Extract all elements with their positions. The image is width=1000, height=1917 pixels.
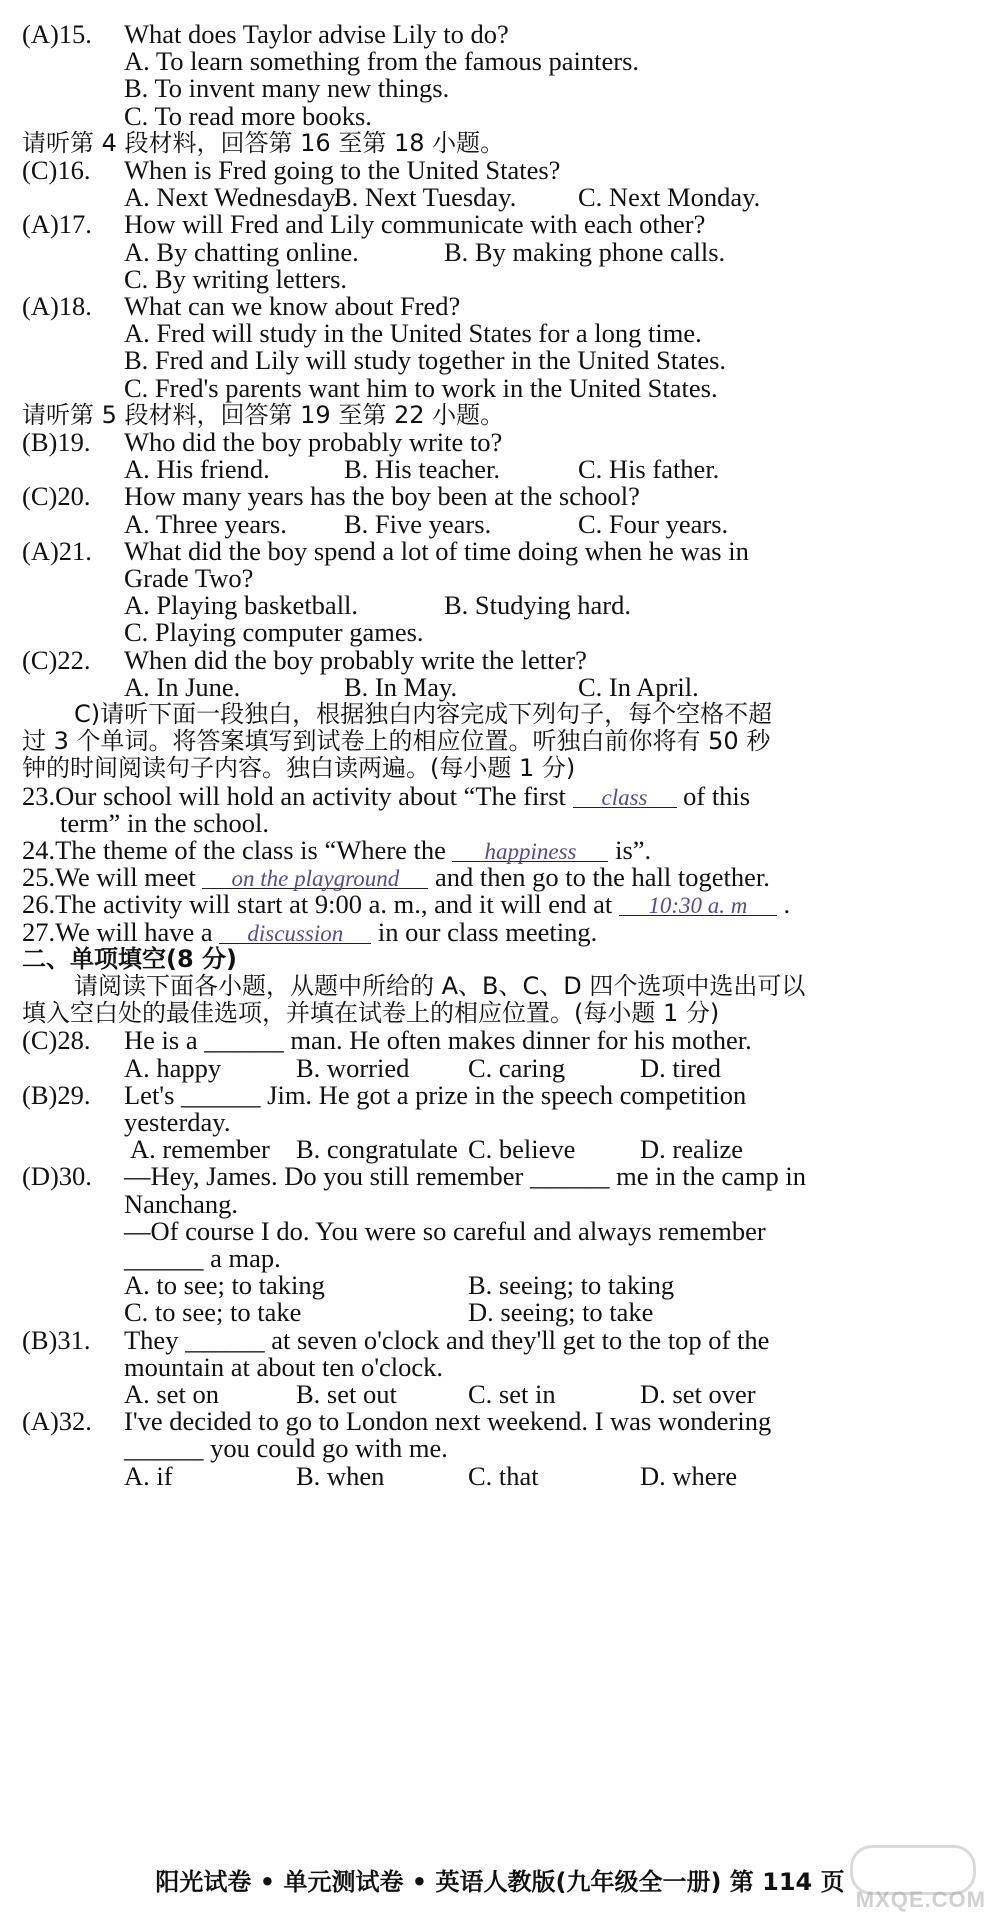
answer-letter: A <box>30 19 50 49</box>
question-number: 30 <box>58 1161 86 1192</box>
option: C. set in <box>468 1379 556 1409</box>
watermark <box>840 1843 990 1913</box>
handwritten-answer: class <box>601 784 648 810</box>
answer-letter: B <box>30 1079 49 1110</box>
option: B. To invent many new things. <box>124 73 450 104</box>
handwritten-answer: discussion <box>247 920 344 946</box>
question-number: 24. <box>22 835 56 865</box>
option: A. By chatting online. <box>124 236 359 267</box>
option: A. set on <box>124 1379 219 1409</box>
option: C. His father. <box>578 454 720 485</box>
section-instruction: 请听第 4 段材料，回答第 16 至第 18 小题。 <box>22 128 505 157</box>
answer-letter: B <box>30 427 49 457</box>
option: B. when <box>296 1460 385 1491</box>
option: A. To learn something from the famous painters. <box>124 46 640 77</box>
option: C. To read more books. <box>124 100 372 131</box>
option: C. to see; to take <box>124 1297 302 1328</box>
question-number: 23. <box>22 780 56 811</box>
option: A. remember <box>130 1134 270 1165</box>
answer-bracket: (B)29. <box>22 1079 91 1110</box>
sentence-text: term” in the school. <box>60 807 269 838</box>
answer-blank[interactable] <box>452 834 608 862</box>
question-stem: ______ you could go with me. <box>124 1433 448 1464</box>
option: A. Fred will study in the United States for a long time. <box>124 318 702 349</box>
option: B. Studying hard. <box>444 590 631 621</box>
sentence-text: Our school will hold an activity about “The first <box>55 780 566 811</box>
question-stem: What does Taylor advise Lily to do? <box>124 19 509 49</box>
option: B. His teacher. <box>344 454 501 485</box>
instruction-text: 钟的时间阅读句子内容。独白读两遍。(每小题 1 分) <box>22 754 576 783</box>
handwritten-answer: 10:30 a. m <box>648 893 748 919</box>
question-number: 20 <box>57 481 84 512</box>
answer-bracket: (A)17. <box>22 209 92 240</box>
question-number: 21 <box>58 535 86 566</box>
sentence-text: of this <box>683 780 751 811</box>
option: B. congratulate <box>296 1134 458 1165</box>
question-stem: I've decided to go to London next weekend. I was wondering <box>124 1406 772 1437</box>
option: A. if <box>124 1460 173 1491</box>
answer-letter: C <box>30 644 49 675</box>
option: C. Playing computer games. <box>124 617 424 648</box>
question-number: 26. <box>22 889 56 920</box>
option: B. In May. <box>344 671 458 702</box>
answer-blank[interactable] <box>202 861 428 892</box>
question-number: 32 <box>58 1406 86 1437</box>
sentence-text: in our class meeting. <box>377 916 598 947</box>
answer-bracket: (C)22. <box>22 644 91 675</box>
section-instruction: 请听第 5 段材料，回答第 19 至第 22 小题。 <box>22 400 505 429</box>
answer-letter: C <box>30 155 49 185</box>
question-number: 15 <box>58 19 86 49</box>
question-stem: What did the boy spend a lot of time doing when he was in <box>124 535 749 566</box>
instruction-text: 过 3 个单词。将答案填写到试卷上的相应位置。听独白前你将有 50 秒 <box>22 727 771 756</box>
question-stem: How will Fred and Lily communicate with each other? <box>124 209 706 240</box>
option: C. Four years. <box>578 508 729 539</box>
answer-letter: C <box>30 1025 49 1056</box>
sentence-text: The theme of the class is “Where the <box>55 835 446 865</box>
option: B. Next Tuesday. <box>334 182 517 213</box>
answer-bracket: (C)28. <box>22 1025 91 1056</box>
question-stem: When did the boy probably write the letter? <box>124 644 587 675</box>
handwritten-answer: on the playground <box>231 866 400 892</box>
option: B. Fred and Lily will study together in the United States. <box>124 345 727 376</box>
question-number: 19 <box>57 427 84 457</box>
watermark-text: MXQE.COM <box>855 1887 986 1912</box>
option: B. Five years. <box>344 508 492 539</box>
question-stem: mountain at about ten o'clock. <box>124 1351 444 1382</box>
sentence-text: The activity will start at 9:00 a. m., and it will end at <box>55 889 613 920</box>
option: C. that <box>468 1460 539 1491</box>
handwritten-answer: happiness <box>484 839 577 864</box>
page-footer: 阳光试卷 • 单元测试卷 • 英语人教版(九年级全一册) 第 114 页 <box>155 1868 845 1896</box>
answer-blank[interactable] <box>573 780 677 808</box>
answer-bracket: (A)18. <box>22 291 92 321</box>
answer-bracket: (A)32. <box>22 1406 92 1437</box>
sentence-text: We will meet <box>55 862 196 893</box>
option: C. believe <box>468 1134 576 1165</box>
answer-bracket: (C)16. <box>22 155 91 185</box>
option: A. Playing basketball. <box>124 590 359 621</box>
option: A. to see; to taking <box>124 1270 325 1301</box>
question-stem: —Hey, James. Do you still remember ______ me in the camp in <box>124 1161 806 1192</box>
option: D. set over <box>640 1379 756 1409</box>
question-number: 31 <box>57 1324 84 1355</box>
question-stem: ______ a map. <box>124 1243 281 1273</box>
instruction-text: C)请听下面一段独白，根据独白内容完成下列句子，每个空格不超 <box>74 700 773 728</box>
answer-bracket: (A)15. <box>22 19 92 49</box>
question-stem: What can we know about Fred? <box>124 291 461 321</box>
question-stem: How many years has the boy been at the school? <box>124 481 640 512</box>
question-stem: When is Fred going to the United States? <box>124 155 561 185</box>
option: B. seeing; to taking <box>468 1270 675 1301</box>
option: A. His friend. <box>124 454 270 485</box>
sentence-text: . <box>783 889 791 920</box>
question-stem: He is a ______ man. He often makes dinner for his mother. <box>124 1025 752 1056</box>
section-title: 二、单项填空(8 分) <box>22 944 237 973</box>
question-number: 17 <box>58 209 86 240</box>
sentence-text: is”. <box>615 835 652 865</box>
instruction-text: 填入空白处的最佳选项，并填在试卷上的相应位置。(每小题 1 分) <box>22 999 720 1028</box>
option: D. where <box>640 1460 738 1491</box>
option: D. tired <box>640 1052 721 1083</box>
option: B. By making phone calls. <box>444 236 726 267</box>
question-stem: —Of course I do. You were so careful and always remember <box>124 1215 766 1246</box>
answer-bracket: (C)20. <box>22 481 91 512</box>
option: C. Fred's parents want him to work in the United States. <box>124 372 718 403</box>
answer-bracket: (B)31. <box>22 1324 91 1355</box>
answer-letter: C <box>30 481 49 512</box>
option: B. worried <box>296 1052 410 1083</box>
question-number: 29 <box>57 1079 84 1110</box>
question-number: 28 <box>57 1025 84 1056</box>
answer-bracket: (B)19. <box>22 427 91 457</box>
answer-bracket: (A)21. <box>22 535 92 566</box>
answer-letter: A <box>30 291 50 321</box>
option: A. Next Wednesday. <box>124 182 341 213</box>
question-stem: Grade Two? <box>124 563 254 593</box>
question-stem: Who did the boy probably write to? <box>124 427 503 457</box>
answer-bracket: (D)30. <box>22 1161 92 1192</box>
question-stem: Nanchang. <box>124 1188 239 1219</box>
answer-letter: B <box>30 1324 49 1355</box>
sentence-text: and then go to the hall together. <box>435 862 770 893</box>
question-number: 16 <box>57 155 84 185</box>
question-number: 27. <box>22 916 56 947</box>
option: C. caring <box>468 1052 566 1083</box>
answer-blank[interactable] <box>619 888 777 919</box>
option: C. In April. <box>578 671 699 702</box>
answer-letter: A <box>30 209 50 240</box>
answer-letter: A <box>30 535 50 566</box>
option: C. By writing letters. <box>124 263 348 294</box>
answer-letter: A <box>30 1406 50 1437</box>
option: C. Next Monday. <box>578 182 761 213</box>
option: A. happy <box>124 1052 222 1083</box>
answer-blank[interactable] <box>219 916 371 944</box>
option: A. Three years. <box>124 508 287 539</box>
option: A. In June. <box>124 671 241 702</box>
question-stem: They ______ at seven o'clock and they'll get to the top of the <box>124 1324 770 1355</box>
question-number: 25. <box>22 862 56 893</box>
question-number: 18 <box>58 291 86 321</box>
answer-letter: D <box>30 1161 50 1192</box>
sentence-text: We will have a <box>55 916 213 947</box>
question-number: 22 <box>57 644 84 675</box>
question-stem: yesterday. <box>124 1107 231 1137</box>
option: B. set out <box>296 1379 397 1409</box>
instruction-text: 请阅读下面各小题，从题中所给的 A、B、C、D 四个选项中选出可以 <box>74 972 806 1000</box>
option: D. seeing; to take <box>468 1297 654 1328</box>
question-stem: Let's ______ Jim. He got a prize in the speech competition <box>124 1079 747 1110</box>
option: D. realize <box>640 1134 743 1165</box>
